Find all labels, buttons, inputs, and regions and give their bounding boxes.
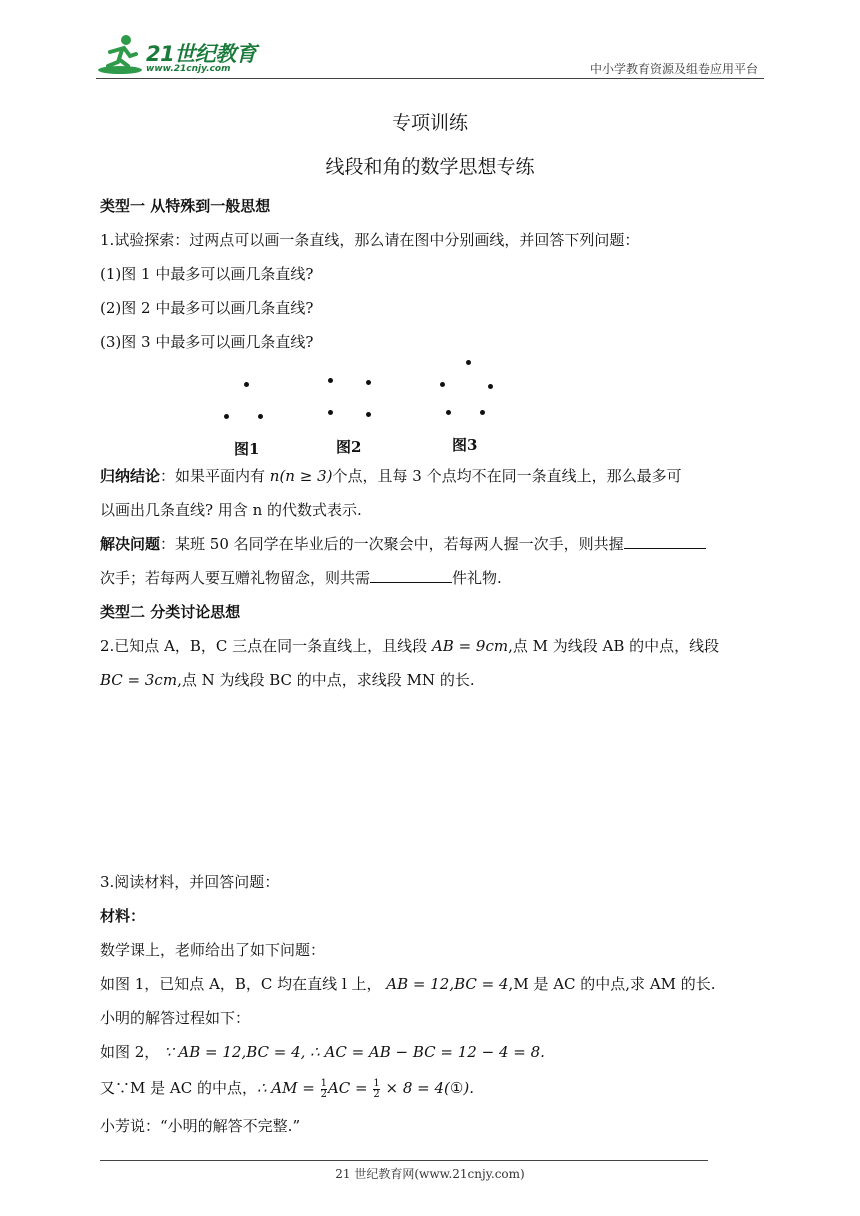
solve-line-2: [100, 568, 764, 588]
question-1-1: (1)图 1 中最多可以画几条直线?: [100, 265, 314, 283]
fraction-2: [373, 1079, 379, 1100]
q3-math-2: ∵ AB = 12,BC = 4, ∴ AC = AB − BC = 12 − 4 = 8.: [164, 1043, 545, 1061]
figure-2-dot: [366, 380, 371, 385]
figure-1-dot: [224, 414, 229, 419]
q3-math: AB = 12,BC = 4: [386, 975, 509, 993]
platform-name: 中小学教育资源及组卷应用平台: [589, 62, 758, 76]
solve-text-3: 件礼物.: [452, 569, 502, 587]
question-1-3: (3)图 3 中最多可以画几条直线?: [100, 333, 314, 351]
q3-math-4: AC =: [327, 1079, 373, 1097]
material-line-5: [100, 1078, 764, 1100]
figure-2-dot: [366, 412, 371, 417]
figure-2-dot: [328, 378, 333, 383]
figure-3-dot: [480, 410, 485, 415]
conclusion-math: n(n ≥ 3): [269, 467, 333, 485]
figure-1-dot: [258, 414, 263, 419]
figure-3-dot: [466, 360, 471, 365]
q3-math-6: ).: [463, 1079, 474, 1097]
material-line-4: [100, 1042, 764, 1062]
fraction-numerator: 1: [320, 1077, 327, 1089]
solve-line-1: [100, 534, 764, 554]
q3-math-3: ∴ AM =: [256, 1079, 320, 1097]
material-line-6: 小芳说：“小明的解答不完整.”: [100, 1117, 301, 1135]
dot-figures: [200, 352, 520, 462]
header-divider: [96, 78, 764, 79]
fraction-denominator: 2: [320, 1088, 327, 1100]
question-1-2: (2)图 2 中最多可以画几条直线?: [100, 299, 314, 317]
conclusion-line-2: 以画出几条直线? 用含 n 的代数式表示.: [100, 501, 362, 519]
conclusion-text-2: 个点，且每 3 个点均不在同一条直线上，那么最多可: [332, 467, 682, 485]
q3-math-5: × 8 = 4(: [380, 1079, 450, 1097]
material-label: 材料：: [100, 907, 146, 925]
figure-2-label: 图2: [336, 438, 362, 456]
answer-blank-2[interactable]: [370, 568, 452, 583]
figure-3-dot: [446, 410, 451, 415]
fraction-numerator: 1: [373, 1077, 380, 1089]
runner-logo-icon: [96, 32, 144, 76]
figure-3-dot: [488, 384, 493, 389]
figure-2-dot: [328, 410, 333, 415]
page-footer: 21 世纪教育网(www.21cnjy.com): [335, 1167, 525, 1181]
question-1: 1.试验探索：过两点可以画一条直线，那么请在图中分别画线，并回答下列问题：: [100, 231, 640, 249]
logo: [96, 30, 266, 78]
q3-text-2: ,M 是 AC 的中点,求 AM 的长.: [508, 975, 716, 993]
page-title: 专项训练: [391, 112, 468, 134]
footer-divider: [100, 1160, 708, 1161]
q2-text: 2.已知点 A，B，C 三点在同一条直线上，且线段: [100, 637, 432, 655]
fraction: [321, 1079, 327, 1100]
q3-text: 如图 1，已知点 A，B，C 均在直线 l 上，: [100, 975, 387, 993]
question-2-line-1: [100, 636, 764, 656]
figure-3-dot: [440, 382, 445, 387]
page-subtitle: 线段和角的数学思想专练: [325, 156, 535, 178]
question-3-intro: 3.阅读材料，并回答问题：: [100, 873, 280, 891]
logo-text: 21世纪教育: [146, 42, 257, 66]
q3-text-4: 又∵M 是 AC 的中点，: [100, 1079, 257, 1097]
conclusion-text: ：如果平面内有: [160, 467, 270, 485]
solve-text-2: 次手；若每两人要互赠礼物留念，则共需: [100, 569, 371, 587]
q2-math-1: AB = 9cm: [431, 637, 509, 655]
conclusion-line-1: [100, 466, 764, 486]
q3-text-3: 如图 2，: [100, 1043, 165, 1061]
circled-number: ①: [449, 1079, 464, 1097]
type1-heading: 类型一 从特殊到一般思想: [100, 197, 271, 215]
material-line-2: [100, 974, 764, 994]
solve-text: ：某班 50 名同学在毕业后的一次聚会中，若每两人握一次手，则共握: [160, 535, 624, 553]
figure-1-dot: [244, 382, 249, 387]
page-header: [96, 30, 764, 80]
solve-label: 解决问题: [100, 535, 161, 553]
material-line-1: 数学课上，老师给出了如下问题：: [100, 941, 326, 959]
logo-url: www.21cnjy.com: [146, 64, 231, 74]
conclusion-label: 归纳结论: [100, 467, 161, 485]
q2-text-3: ,点 N 为线段 BC 的中点，求线段 MN 的长.: [177, 671, 475, 689]
type2-heading: 类型二 分类讨论思想: [100, 603, 241, 621]
fraction-denominator: 2: [373, 1088, 380, 1100]
q2-math-2: BC = 3cm: [100, 671, 178, 689]
figure-1-label: 图1: [234, 440, 260, 458]
answer-blank-1[interactable]: [624, 534, 706, 549]
q2-text-2: ,点 M 为线段 AB 的中点，线段: [508, 637, 720, 655]
figure-3-label: 图3: [452, 436, 478, 454]
material-line-3: 小明的解答过程如下：: [100, 1009, 251, 1027]
question-2-line-2: [100, 670, 764, 690]
